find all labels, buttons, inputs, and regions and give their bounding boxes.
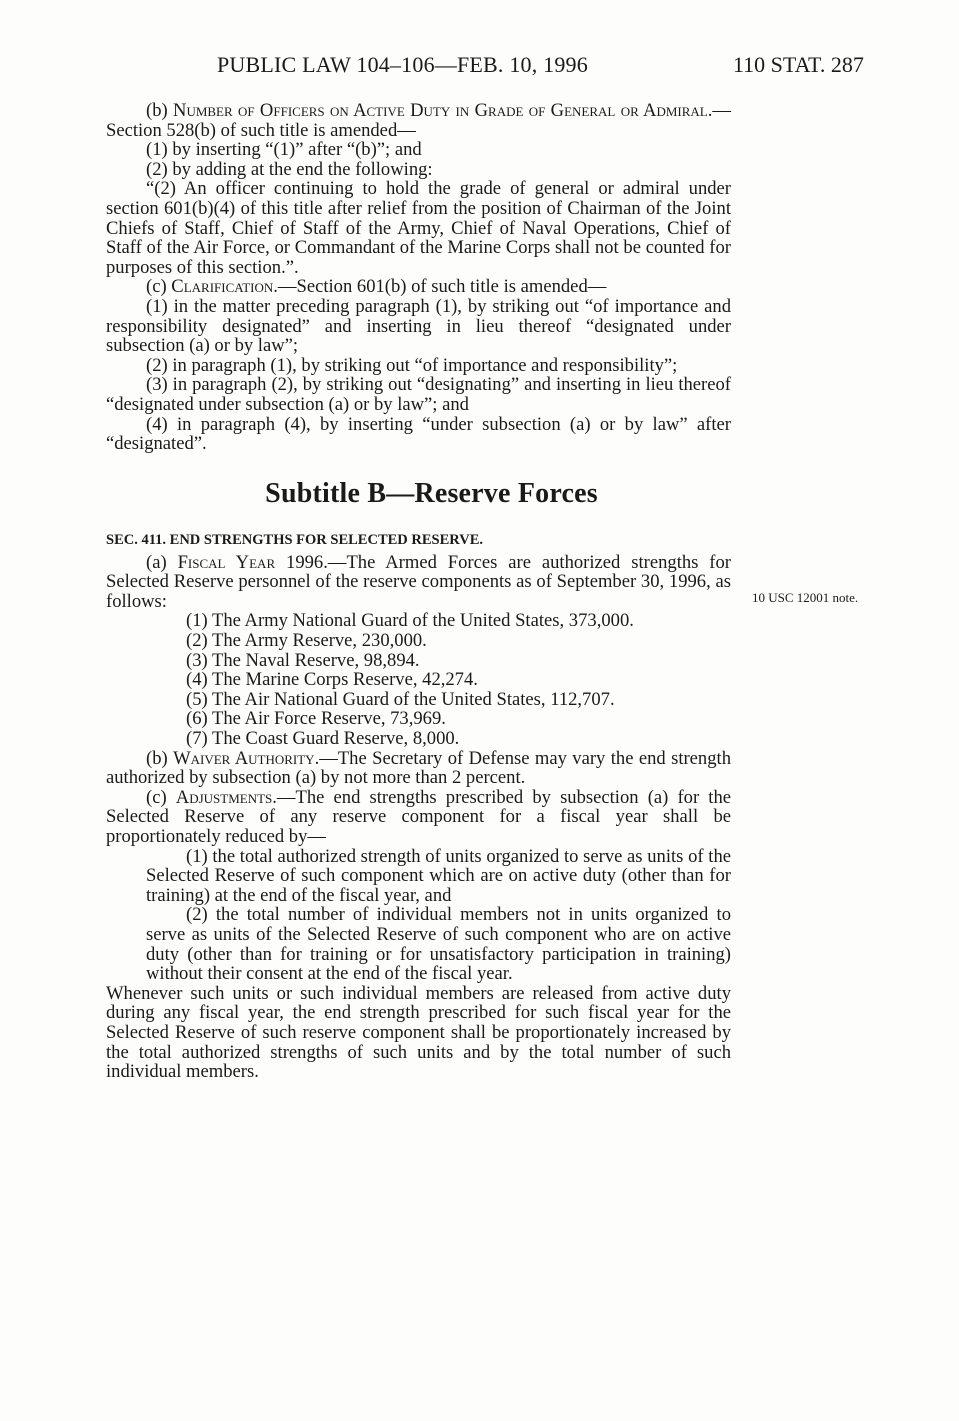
adjustment-item: (2) the total number of individual members not in units organized to serve as units of the Selected Reserve of such component who are on active duty (other than for training or for unsatisfactory participation in training) without their consent at the end of the fiscal year. (146, 904, 731, 985)
subsection-c-paragraph (106, 277, 731, 297)
subsection-b-label: (b) (146, 100, 174, 121)
end-strength-item: (3) The Naval Reserve, 98,894. (186, 649, 420, 671)
inserted-quote-paragraph: “(2) An officer continuing to hold the grade of general or admiral under section 601(b)(4) of this title after relief from the position of Chairman of the Joint Chiefs of Staff, Chief of Staff of the Army, Chief of Naval Operations, Chief of Staff of the Air Force, or Commandant of the Marine Corps shall not be counted for purposes of this section.”. (106, 178, 731, 278)
document-body (106, 101, 731, 1082)
end-strength-item: (4) The Marine Corps Reserve, 42,274. (186, 669, 478, 691)
sec411-a-paragraph (106, 553, 731, 612)
subsection-b-item: (1) by inserting “(1)” after “(b)”; and (146, 139, 422, 161)
sec411-b-caption: Waiver Authority. (173, 747, 320, 769)
running-head-title: PUBLIC LAW 104–106—FEB. 10, 1996 (217, 52, 588, 77)
margin-citation-note: 10 USC 12001 note. (752, 590, 859, 605)
subsection-b-text: —Section 528(b) of such title is amended— (106, 100, 731, 141)
subsection-c-label: (c) (146, 276, 172, 298)
sec411-b-label: (b) (146, 747, 174, 769)
subsection-c-text: —Section 601(b) of such title is amended— (277, 276, 607, 298)
sec411-a-label: (a) (146, 551, 178, 573)
sec411-b-paragraph (106, 749, 731, 788)
section-411-heading: SEC. 411. END STRENGTHS FOR SELECTED RESERVE. (106, 531, 483, 548)
sec411-a-text: —The Armed Forces are authorized strengths for Selected Reserve personnel of the reserve components as of September 30, 1996, as follows: (106, 551, 731, 612)
end-strength-item: (2) The Army Reserve, 230,000. (186, 630, 427, 652)
statute-page-reference: 110 STAT. 287 (733, 52, 864, 77)
subsection-b-caption: Number of Officers on Active Duty in Grade of General or Admiral. (173, 100, 713, 121)
sec411-c-paragraph (106, 788, 731, 847)
subsection-c-item: (3) in paragraph (2), by striking out “designating” and inserting in lieu thereof “designated under subsection (a) or by law”; and (106, 374, 731, 415)
adjustment-item: (1) the total authorized strength of units organized to serve as units of the Selected Reserve of such component which are on active duty (other than for training) at the end of the fiscal year, and (146, 845, 731, 906)
sec411-c-caption: Adjustments. (175, 786, 277, 808)
sec411-c-label: (c) (146, 786, 176, 808)
subsection-c-item: (2) in paragraph (1), by striking out “of importance and responsibility”; (146, 354, 678, 376)
end-strength-item: (1) The Army National Guard of the United States, 373,000. (186, 610, 634, 632)
subtitle-heading: Subtitle B—Reserve Forces (265, 477, 598, 509)
subsection-c-caption: Clarification. (171, 276, 278, 298)
sec411-c-text: —The end strengths prescribed by subsection (a) for the Selected Reserve of any reserve component for a fiscal year shall be proportionately reduced by— (106, 786, 731, 847)
page-header (0, 52, 959, 82)
subsection-c-item: (1) in the matter preceding paragraph (1), by striking out “of importance and responsibility designated” and inserting in lieu thereof “designated under subsection (a) or by law”; (106, 295, 731, 357)
subsection-b-paragraph (106, 101, 731, 140)
subsection-b-item: (2) by adding at the end the following: (146, 158, 433, 180)
closing-paragraph: Whenever such units or such individual members are released from active duty during any fiscal year, the end strength prescribed for such fiscal year for the Selected Reserve of such reserve component shall be proportionately increased by the total authorized strengths of such units and by the total number of such individual members. (106, 982, 731, 1083)
end-strength-item: (5) The Air National Guard of the United States, 112,707. (186, 688, 615, 710)
sec411-a-caption: Fiscal Year 1996. (177, 551, 328, 573)
end-strength-item: (6) The Air Force Reserve, 73,969. (186, 708, 446, 730)
subsection-c-item: (4) in paragraph (4), by inserting “under subsection (a) or by law” after “designated”. (106, 413, 731, 455)
end-strength-item: (7) The Coast Guard Reserve, 8,000. (186, 728, 460, 750)
sec411-b-text: —The Secretary of Defense may vary the end strength authorized by subsection (a) by not more than 2 percent. (106, 747, 731, 789)
